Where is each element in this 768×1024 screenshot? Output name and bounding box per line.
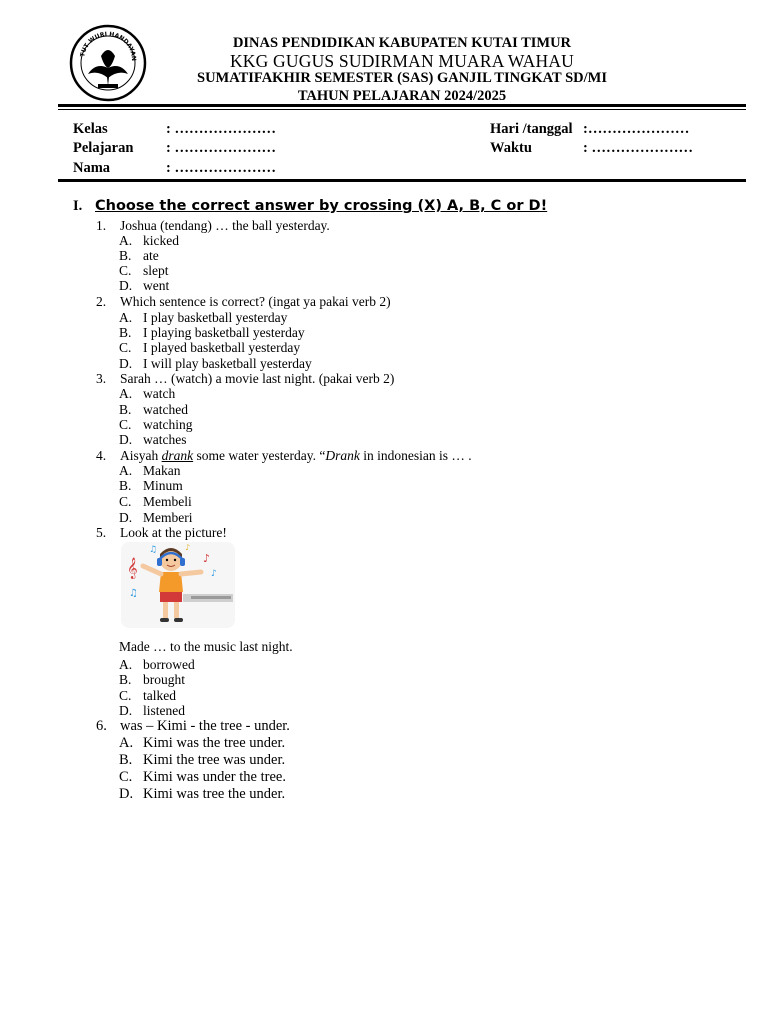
option-5b[interactable] <box>119 672 185 688</box>
option-text: Kimi was under the tree. <box>143 769 286 785</box>
option-letter: D. <box>119 510 133 525</box>
option-letter: A. <box>119 310 133 325</box>
question-text: Drank <box>325 448 360 463</box>
option-letter: B. <box>119 402 132 417</box>
option-2a[interactable] <box>119 310 287 326</box>
question-number: 2. <box>96 294 107 309</box>
question-number: 6. <box>96 718 107 734</box>
option-text: I played basketball yesterday <box>143 340 301 355</box>
kelas-label: Kelas <box>73 121 108 137</box>
option-text: Minum <box>143 478 183 493</box>
option-5d[interactable] <box>119 703 185 719</box>
hari-tanggal-label: Hari /tanggal <box>490 121 573 137</box>
option-letter: D. <box>119 703 133 718</box>
option-text: watches <box>143 432 187 447</box>
option-text: Memberi <box>143 510 193 525</box>
header-divider <box>58 104 746 107</box>
hari-tanggal-field[interactable]: :………………… <box>583 121 690 137</box>
option-5a[interactable] <box>119 657 195 673</box>
svg-text:♪: ♪ <box>203 552 211 565</box>
option-letter: C. <box>119 494 132 509</box>
option-text: kicked <box>143 233 179 248</box>
svg-text:♫: ♫ <box>149 545 158 555</box>
option-4a[interactable] <box>119 463 181 479</box>
header-kkg: KKG GUGUS SUDIRMAN MUARA WAHAU <box>229 51 575 71</box>
option-letter: B. <box>119 752 133 768</box>
question-number: 4. <box>96 448 107 463</box>
section-number: I. <box>73 198 83 214</box>
option-text: watch <box>143 386 176 401</box>
option-letter: C. <box>119 263 132 278</box>
identity-divider <box>58 179 746 182</box>
option-text: I play basketball yesterday <box>143 310 288 325</box>
option-letter: C. <box>119 340 132 355</box>
option-letter: A. <box>119 463 133 478</box>
svg-text:♪: ♪ <box>211 569 217 579</box>
question-6 <box>96 718 290 735</box>
question-text: Which sentence is correct? (ingat ya pakai verb 2) <box>120 294 391 309</box>
section-instruction: Choose the correct answer by crossing (X) A, B, C or D! <box>95 198 548 214</box>
option-6c[interactable] <box>119 769 286 786</box>
pelajaran-label: Pelajaran <box>73 140 134 156</box>
option-3d[interactable] <box>119 432 186 448</box>
question-number: 5. <box>96 525 107 540</box>
option-4c[interactable] <box>119 494 192 510</box>
option-text: watched <box>143 402 188 417</box>
option-letter: C. <box>119 769 133 785</box>
option-letter: A. <box>119 386 133 401</box>
option-text: ate <box>143 248 159 263</box>
option-letter: C. <box>119 417 132 432</box>
option-3a[interactable] <box>119 386 175 402</box>
nama-label: Nama <box>73 160 111 176</box>
option-6d[interactable] <box>119 786 285 803</box>
option-text: Membeli <box>143 494 192 509</box>
option-text: Kimi was tree the under. <box>143 786 286 802</box>
option-6a[interactable] <box>119 735 285 752</box>
option-text: borrowed <box>143 657 195 672</box>
option-text: Makan <box>143 463 181 478</box>
option-letter: B. <box>119 248 132 263</box>
option-text: slept <box>143 263 169 278</box>
option-text: went <box>143 278 170 293</box>
option-1d[interactable] <box>119 278 169 294</box>
question-3 <box>96 371 394 387</box>
question-2 <box>96 294 391 310</box>
option-text: I will play basketball yesterday <box>143 356 312 371</box>
option-letter: D. <box>119 432 133 447</box>
svg-text:TUT WURI HANDAYANI: TUT WURI HANDAYAN <box>79 30 138 62</box>
option-letter: D. <box>119 356 133 371</box>
waktu-field[interactable]: : ………………… <box>583 140 693 156</box>
question-5-prompt: Made … to the music last night. <box>119 639 293 654</box>
option-2d[interactable] <box>119 356 312 372</box>
header-office: DINAS PENDIDIKAN KABUPATEN KUTAI TIMUR <box>232 35 572 51</box>
option-2c[interactable] <box>119 340 300 356</box>
option-5c[interactable] <box>119 688 176 704</box>
option-letter: B. <box>119 672 132 687</box>
question-text: in indonesian is … . <box>359 448 472 463</box>
question-text: some water yesterday. “ <box>193 448 326 463</box>
option-text: Kimi was the tree under. <box>143 735 286 751</box>
pelajaran-field[interactable]: : ………………… <box>166 140 276 156</box>
option-1a[interactable] <box>119 233 179 249</box>
option-6b[interactable] <box>119 752 285 769</box>
nama-field[interactable]: : ………………… <box>166 160 276 176</box>
option-2b[interactable] <box>119 325 305 341</box>
svg-text:♫: ♫ <box>129 588 138 599</box>
option-letter: B. <box>119 325 132 340</box>
option-4d[interactable] <box>119 510 193 526</box>
option-4b[interactable] <box>119 478 183 494</box>
option-letter: A. <box>119 233 133 248</box>
question-number: 1. <box>96 218 107 233</box>
option-letter: D. <box>119 786 134 802</box>
option-letter: C. <box>119 688 132 703</box>
emphasized-word: drank <box>161 448 194 463</box>
question-text: Aisyah <box>120 448 162 463</box>
waktu-label: Waktu <box>490 140 532 156</box>
question-text: Joshua (tendang) … the ball yesterday. <box>120 218 330 233</box>
option-letter: D. <box>119 278 133 293</box>
option-3b[interactable] <box>119 402 188 418</box>
boy-listening-music-picture <box>121 542 235 628</box>
option-letter: A. <box>119 657 133 672</box>
header-year: TAHUN PELAJARAN 2024/2025 <box>297 88 507 104</box>
option-text: talked <box>143 688 176 703</box>
svg-text:𝄞: 𝄞 <box>127 558 138 579</box>
header-divider-thin <box>58 109 746 110</box>
option-text: brought <box>143 672 185 687</box>
option-letter: A. <box>119 735 134 751</box>
question-text: Look at the picture! <box>120 525 227 540</box>
option-1c[interactable] <box>119 263 169 279</box>
header-exam: SUMATIFAKHIR SEMESTER (SAS) GANJIL TINGKAT SD/MI <box>197 70 607 86</box>
option-1b[interactable] <box>119 248 159 264</box>
question-text: Sarah … (watch) a movie last night. (pakai verb 2) <box>120 371 395 386</box>
tut-wuri-handayani-logo <box>68 22 148 104</box>
kelas-field[interactable]: : ………………… <box>166 121 276 137</box>
question-4 <box>96 448 472 464</box>
question-1 <box>96 218 330 234</box>
option-3c[interactable] <box>119 417 193 433</box>
option-text: listened <box>143 703 185 718</box>
section-heading <box>73 197 547 215</box>
option-text: I playing basketball yesterday <box>143 325 305 340</box>
question-5 <box>96 525 227 541</box>
option-letter: B. <box>119 478 132 493</box>
option-text: watching <box>143 417 193 432</box>
svg-text:♪: ♪ <box>185 543 191 552</box>
question-number: 3. <box>96 371 107 386</box>
question-text: was – Kimi - the tree - under. <box>120 718 290 734</box>
option-text: Kimi the tree was under. <box>143 752 286 768</box>
